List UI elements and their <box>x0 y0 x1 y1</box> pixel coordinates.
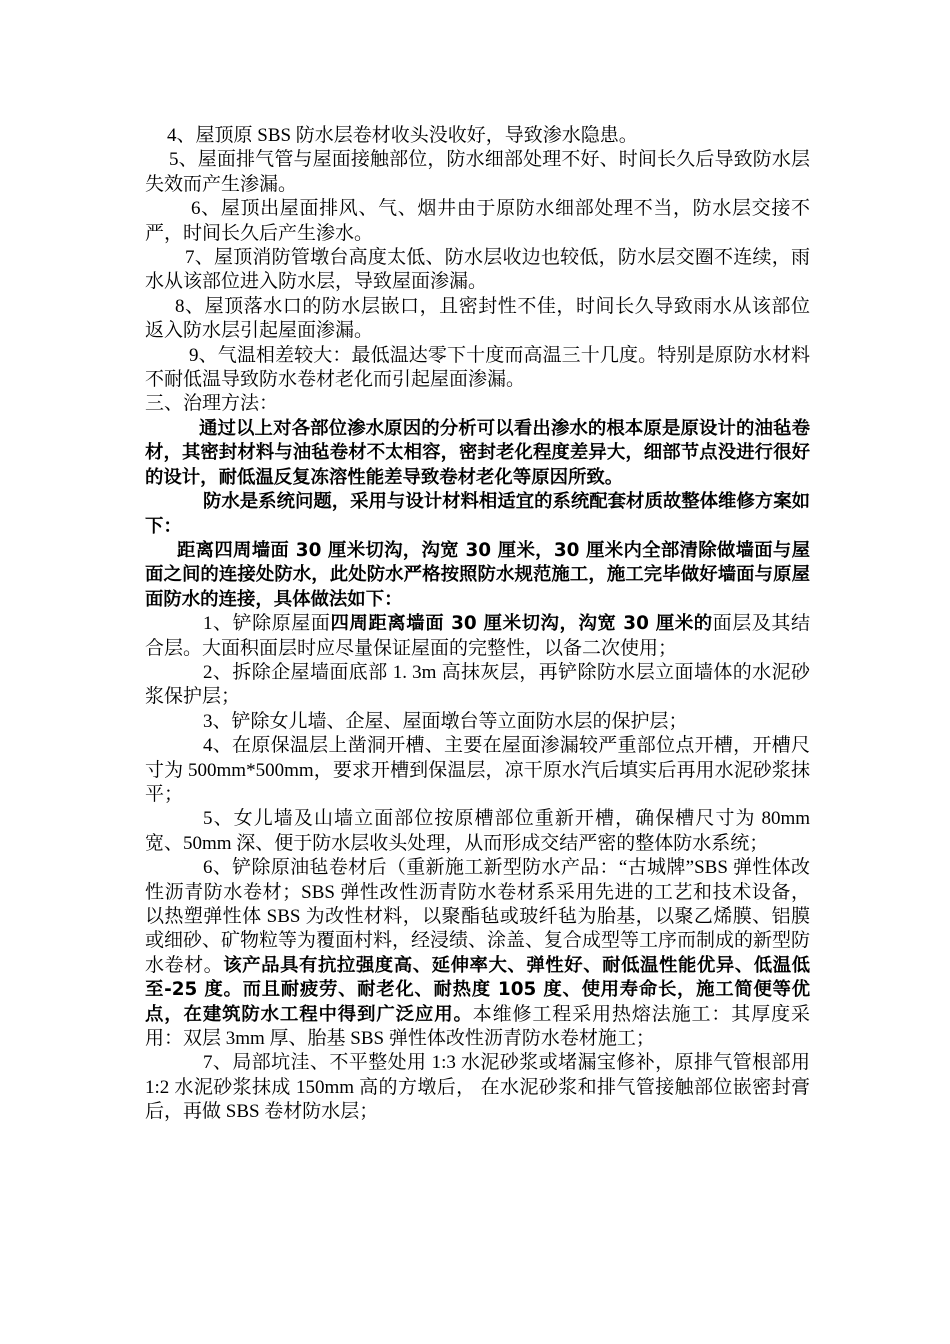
step-4: 4、在原保温层上凿洞开槽、主要在屋面渗漏较严重部位点开槽，开槽尺寸为 500mm*500mm，要求开槽到保温层，凉干原水汽后填实后再用水泥砂浆抹平； <box>145 735 810 805</box>
step-1-lead: 1、铲除原屋面 <box>203 613 331 635</box>
paragraph-4: 4、屋顶原 SBS 防水层卷材收头没收好，导致渗水隐患。 <box>167 125 638 146</box>
paragraph-5: 5、屋面排气管与屋面接触部位，防水细部处理不好、时间长久后导致防水层失效而产生渗漏。 <box>145 149 810 195</box>
step-6-rest: 本维修工程采用热熔法施工：其厚度采用：双层 3mm 厚、胎基 SBS 弹性体改性沥青防水卷材施工； <box>145 1003 810 1050</box>
step-1-bold: 四周距离墙面 30 厘米切沟，沟宽 30 厘米的 <box>330 613 713 635</box>
bold-paragraph-analysis: 通过以上对各部位渗水原因的分析可以看出渗水的根本原是原设计的油毡卷材，其密封材料与油毡卷材不太相容，密封老化程度差异大，细部节点没进行很好的设计，耐低温反复冻溶性能差导致卷材老化等原因所致。 <box>145 417 810 488</box>
step-1 <box>145 612 810 661</box>
step-7: 7、局部坑洼、不平整处用 1:3 水泥砂浆或堵漏宝修补，原排气管根部用 1:2 水泥砂浆抹成 150mm 高的方墩后， 在水泥砂浆和排气管接触部位嵌密封膏后，再做 SBS 卷材防水层； <box>145 1052 810 1123</box>
section-title: 三、治理方法： <box>145 393 279 415</box>
paragraph-8: 8、屋顶落水口的防水层嵌口，且密封性不佳，时间长久导致雨水从该部位返入防水层引起屋面渗漏。 <box>145 295 810 342</box>
step-1-rest: 面层及其结合层。大面积面层时应尽量保证屋面的完整性，以备二次使用； <box>145 613 810 659</box>
step-2: 2、拆除企屋墙面底部 1. 3m 高抹灰层，再铲除防水层立面墙体的水泥砂浆保护层； <box>145 661 810 708</box>
paragraph-6: 6、屋顶出屋面排风、气、烟井由于原防水细部处理不当，防水层交接不严，时间长久后产生渗水。 <box>145 198 810 244</box>
paragraph-7: 7、屋顶消防管墩台高度太低、防水层收边也较低，防水层交圈不连续，雨水从该部位进入防水层，导致屋面渗漏。 <box>145 247 810 293</box>
step-3: 3、铲除女儿墙、企屋、屋面墩台等立面防水层的保护层； <box>203 710 688 732</box>
step-6-lead: 6、铲除原油毡卷材后（重新施工新型防水产品：“古城牌”SBS 弹性体改性沥青防水卷材；SBS 弹性改性沥青防水卷材系采用先进的工艺和技术设备，以热塑弹性体 SBS 为改性材料，以聚酯毡或玻纤毡为胎基，以聚乙烯膜、铝膜或细砂、矿物粒等为覆面村料，经浸绩、涂盖、复合成型等工序而制成的新型防水卷材。 <box>145 857 811 976</box>
step-5: 5、女儿墙及山墙立面部位按原槽部位重新开槽，确保槽尺寸为 80mm 宽、50mm 深、便于防水层收头处理，从而形成交结严密的整体防水系统； <box>145 808 810 854</box>
document-body <box>145 124 810 1125</box>
bold-paragraph-method: 距离四周墙面 30 厘米切沟，沟宽 30 厘米，30 厘米内全部清除做墙面与屋面之间的连接处防水，此处防水严格按照防水规范施工，施工完毕做好墙面与原屋面防水的连接，具体做法如下： <box>145 539 810 610</box>
step-6-bold: 该产品具有抗拉强度高、延伸率大、弹性好、耐低温性能优异、低温低至-25 度。而且耐疲劳、耐老化、耐热度 105 度、使用寿命长，施工简便等优点，在建筑防水工程中得到广泛应用。 <box>145 954 810 1025</box>
paragraph-9: 9、气温相差较大：最低温达零下十度而高温三十几度。特别是原防水材料不耐低温导致防水卷材老化而引起屋面渗漏。 <box>145 344 810 391</box>
bold-paragraph-system: 防水是系统问题，采用与设计材料相适宜的系统配套材质故整体维修方案如下： <box>145 491 810 537</box>
step-6 <box>145 856 810 1051</box>
